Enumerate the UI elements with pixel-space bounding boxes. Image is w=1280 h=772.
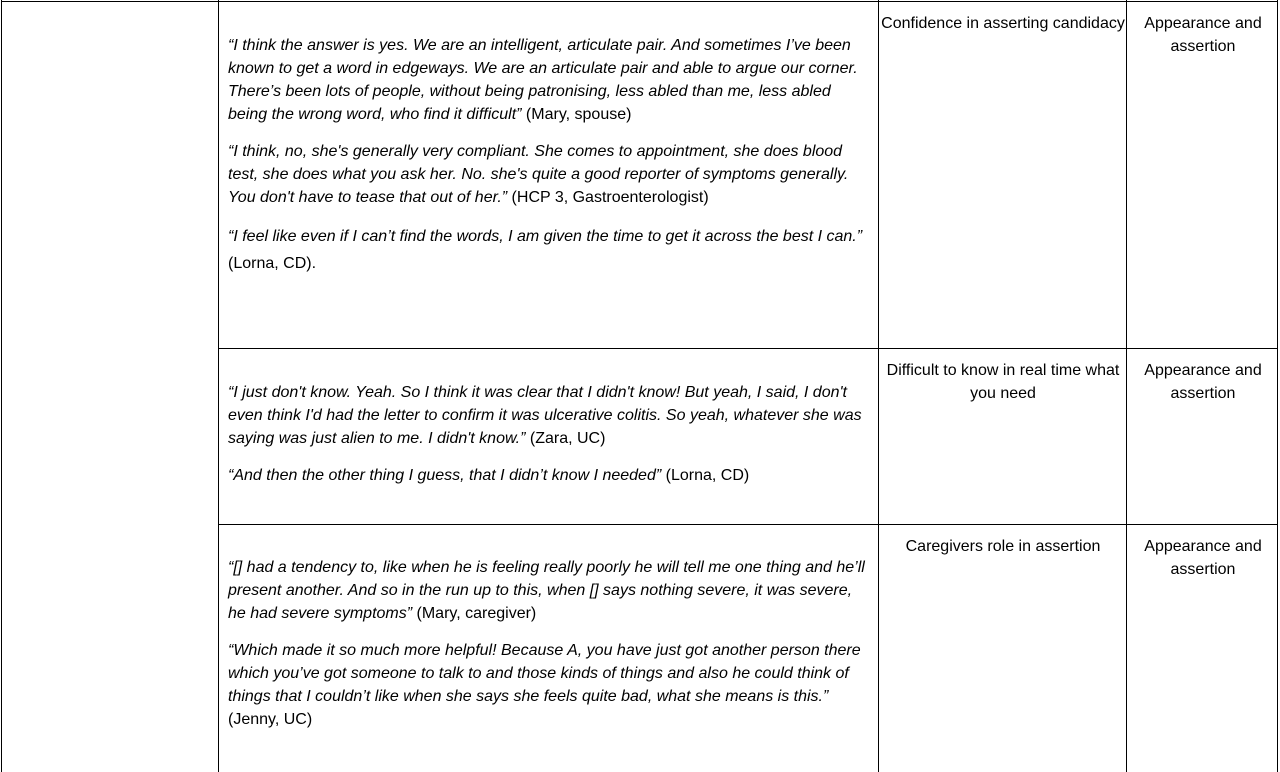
column-divider-2 [878, 0, 879, 772]
quote: “I feel like even if I can’t find the words, I am given the time to get it across the best I can.” (Lorna, CD). [228, 228, 863, 272]
quote: “[] had a tendency to, like when he is feeling really poorly he will tell me one thing and he’ll present another. And so in the run up to this, when [] says nothing severe, it was severe, he had severe symptoms” (Mary, caregiver) [228, 559, 865, 622]
theme-cell: Appearance and assertion [1144, 15, 1262, 55]
quote: “I think the answer is yes. We are an intelligent, articulate pair. And sometimes I’ve been known to get a word in edgeways. We are an articulate pair and able to argue our corner. There’s been lots of people, without being patronising, less abled than me, less abled being the wrong word, who find it difficult” (Mary, spouse) [228, 37, 858, 123]
column-divider-1 [218, 0, 219, 772]
code-cell: Caregivers role in assertion [905, 538, 1101, 555]
table-border-top [1, 1, 1278, 2]
quotes-cell [228, 381, 868, 501]
column-divider-3 [1126, 0, 1127, 772]
quotes-cell [228, 34, 868, 291]
theme-cell: Appearance and assertion [1144, 362, 1262, 402]
quote: “I just don't know. Yeah. So I think it was clear that I didn't know! But yeah, I said, I don't even think I'd had the letter to confirm it was ulcerative colitis. So yeah, whatever she was saying was just alien to me. I didn't know.” (Zara, UC) [228, 384, 862, 447]
theme-cell: Appearance and assertion [1144, 538, 1262, 578]
quote: “Which made it so much more helpful! Because A, you have just got another person there which you’ve got someone to talk to and those kinds of things and also he could think of things that I couldn’t like when she says she feels quite bad, what she means is this.” (Jenny, UC) [228, 642, 861, 728]
quotes-cell [228, 556, 868, 745]
code-cell: Difficult to know in real time what you need [886, 362, 1120, 402]
row-divider-2 [218, 524, 1278, 525]
code-cell: Confidence in asserting candidacy [881, 15, 1125, 32]
quote: “And then the other thing I guess, that I didn’t know I needed” (Lorna, CD) [228, 467, 750, 484]
quote: “I think, no, she's generally very compliant. She comes to appointment, she does blood test, she does what you ask her. No. she's quite a good reporter of symptoms generally. You don't have to tease that out of her.” (HCP 3, Gastroenterologist) [228, 143, 849, 206]
row-divider-1 [218, 348, 1278, 349]
table-border-left [1, 0, 2, 772]
